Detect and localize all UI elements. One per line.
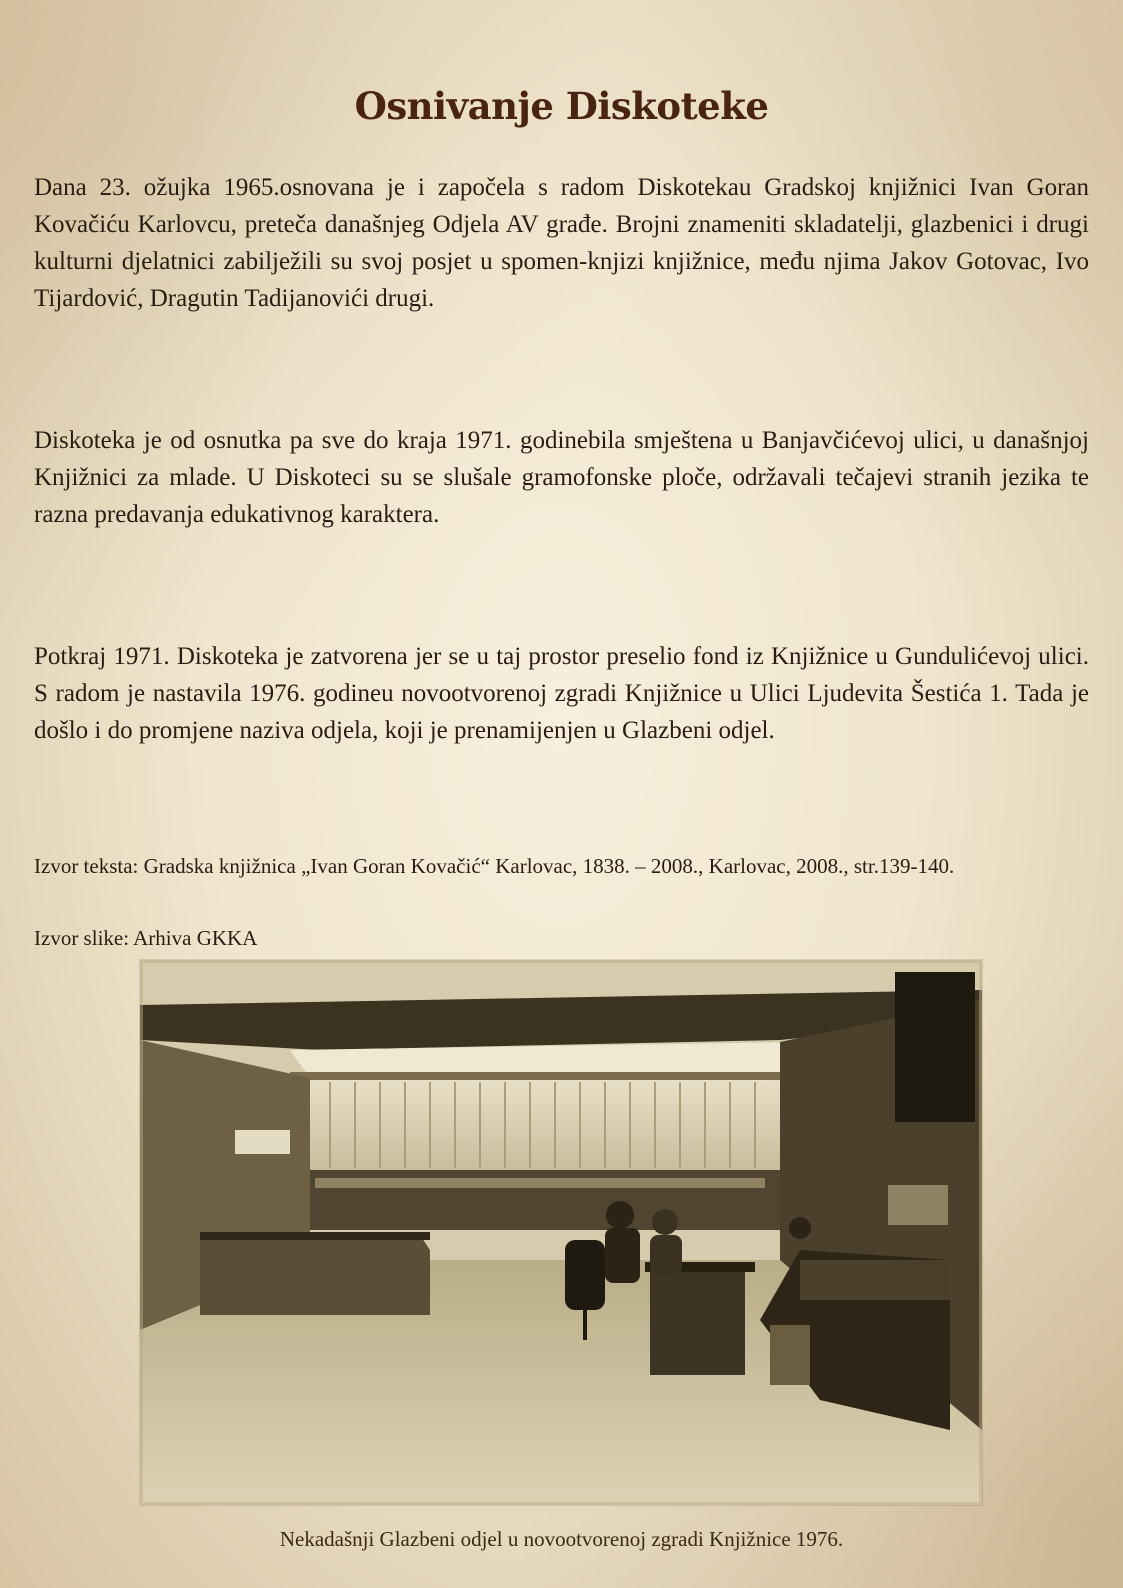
paragraph-relocation: Potkraj 1971. Diskoteka je zatvorena jer se u taj prostor preselio fond iz Knjižnice u Gundulićevoj ulici. S radom je nastavila 1976. godineu novootvorenoj zgradi Knjižnice u Ulici Ljudevita Šestića 1. Tada je došlo i do promjene naziva odjela, koji je prenamijenjen u Glazbeni odjel. [34, 643, 1089, 744]
image-source-citation: Izvor slike: Arhiva GKKA [34, 926, 258, 950]
page-title: Osnivanje Diskoteke [354, 84, 769, 128]
text-source-citation: Izvor teksta: Gradska knjižnica „Ivan Goran Kovačić“ Karlovac, 1838. – 2008., Karlovac, 2008., str.139-140. [34, 854, 955, 878]
paragraph-founding: Dana 23. ožujka 1965.osnovana je i započela s radom Diskotekau Gradskoj knjižnici Ivan Goran Kovačiću Karlovcu, preteča današnjeg Odjela AV građe. Brojni znameniti skladatelji, glazbenici i drugi kulturni djelatnici zabilježili su svoj posjet u spomen-knjizi knjižnice, među njima Jakov Gotovac, Ivo Tijardović, Dragutin Tadijanovići drugi. [34, 174, 1089, 312]
paragraph-location: Diskoteka je od osnutka pa sve do kraja 1971. godinebila smještena u Banjavčićevoj ulici, u današnjoj Knjižnici za mlade. U Diskoteci su se slušale gramofonske ploče, održavali tečajevi stranih jezika te razna predavanja edukativnog karaktera. [34, 427, 1089, 528]
historic-photo [140, 960, 982, 1505]
photo-caption: Nekadašnji Glazbeni odjel u novootvorenoj zgradi Knjižnice 1976. [279, 1527, 844, 1551]
